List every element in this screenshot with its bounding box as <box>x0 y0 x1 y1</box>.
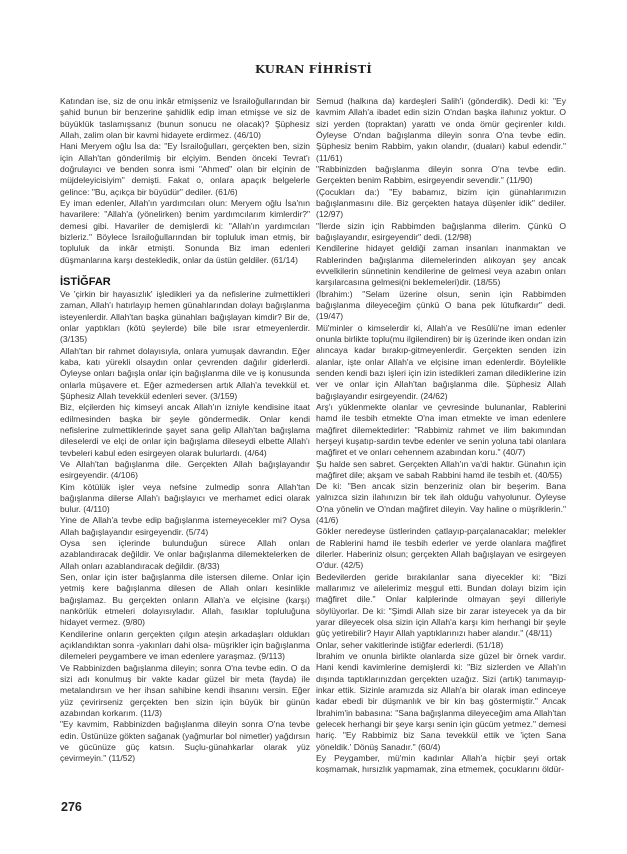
paragraph: Gökler neredeyse üstlerinden çatlayıp-parçalanacaklar; melekler de Rablerini hamd ile tesbih ederler ve yerde olanlara mağfiret dilerler. Haberiniz olsun; gerçekten Allah bağışlayan ve esirgeyen O'dur. (42/5) <box>316 526 566 571</box>
paragraph: Kendilerine hidayet geldiği zaman insanları inanmaktan ve Rablerinden bağışlanma dilemelerinden alıkoyan şey ancak evvelkilerin sünnetinin kendilerine de gelmesi veya azabın onları karşılarcasına gelmesi(ni beklemeleri)dir. (18/55) <box>316 243 566 288</box>
paragraph: Allah'tan bir rahmet dolayısıyla, onlara yumuşak davrandın. Eğer kaba, katı yürekli olsaydın onlar çevrenden dağılır giderlerdi. Öyleyse onları bağışla onlar için bağışlanma dile ve iş konusunda onlarla müşavere et. Eğer azmedersen artık Allah'a tevekkül et. Şüphesiz Allah tevekkül edenleri sever. (3/159) <box>60 345 310 401</box>
paragraph: (İbrahim:) "Selam üzerine olsun, senin için Rabbimden bağışlanma dileyeceğim çünkü O bana pek lütufkardır" dedi. (19/47) <box>316 288 566 322</box>
paragraph: Ey iman edenler, Allah'ın yardımcıları olun: Meryem oğlu İsa'nın havarilere: "Allah'a (yönelirken) benim yardımcılarım kimlerdir?" demesi gibi. Havariler de demişlerdi ki: "Allah'ın yardımcıları bizleriz." Böylece İsrailoğullarından bir topluluk iman etmiş, bir topluluk da inkâr etmişti. Sonunda Biz iman edenleri düşmanlarına karşı destekledik, onlar da üstün geldiler. (61/14) <box>60 197 310 265</box>
paragraph: Arş'ı yüklenmekte olanlar ve çevresinde bulunanlar, Rablerini hamd ile tesbih etmekte O'na iman etmekte ve iman edenlere mağfiret dilemektedirler: "Rabbimiz rahmet ve ilim bakımından herşeyi kuşatıp-sardın tevbe edenler ve senin yoluna tabi olanlara mağfiret et ve onları cehennem azabından koru." (40/7) <box>316 401 566 458</box>
paragraph: Katından ise, siz de onu inkâr etmişseniz ve İsrailoğullarından bir şahid bunun bir benzerine şahidlik edip iman etmişse ve siz de büyüklük taslamışsanız (bunun sonucu ne olacak)? Şüphesiz Allah, zalim olan bir kavmi hidayete erdirmez. (46/10) <box>60 96 310 140</box>
paragraph: Ey Peygamber, mü'min kadınlar Allah'a hiçbir şeyi ortak koşmamak, hırsızlık yapmamak, zina etmemek, çocuklarını öldür- <box>316 753 566 775</box>
paragraph: İbrahim ve onunla birlikte olanlarda size güzel bir örnek vardır. Hani kendi kavimlerine demişlerdi ki: "Biz sizlerden ve Allah'ın dışında taptıklarınızdan gerçekten uzağız. Sizi (artık) tanımayıp-inkar ettik. Sizinle aramızda siz Allah'a bir olarak iman edinceye kadar ebedi bir düşmanlık ve bir kin baş göstermiştir." Ancak İbrahim'in babasına: "Sana bağışlanma dileyeceğim ama Allah'tan gelecek herhangi bir şeye karşı senin için gücüm yetmez." demesi hariç. "Ey Rabbimiz biz Sana tevekkül ettik ve 'içten Sana yöneldik.' Dönüş Sanadır." (60/4) <box>316 651 566 752</box>
paragraph: Şu halde sen sabret. Gerçekten Allah'ın va'di haktır. Günahın için mağfiret dile; akşam ve sabah Rabbini hamd ile tesbih et. (40/55) <box>316 458 566 480</box>
left-column <box>60 96 310 765</box>
section-heading: İSTİĞFAR <box>60 275 111 288</box>
paragraph: Biz, elçilerden hiç kimseyi ancak Allah'ın izniyle kendisine itaat edilmesinden başka bir şeyle göndermedik. Onlar kendi nefislerine zulmettiklerinde şayet sana gelip Allah'tan bağışlama dileselerdi ve elçi de onlar için bağışlama dileseydi elbette Allah'ı tevbeleri kabul eden esirgeyen olarak bulurlardı. (4/64) <box>60 402 310 458</box>
right-column <box>316 96 566 776</box>
paragraph: Mü'minler o kimselerdir ki, Allah'a ve Resûlü'ne iman edenler onunla birlikte toplu(mu ilgilendiren) bir iş üzerinde iken ondan izin alıncaya kadar bırakıp-gitmeyenlerdir. Gerçekten senden izin alanlar, işte onlar Allah'a ve elçisine iman edenlerdir. Böylelikle senden kendi bazı işleri için izin istedikleri zaman dilediklerine izin ver ve onlar için Allah'tan bağışlanma dile. Şüphesiz Allah bağışlayandır esirgeyendir. (24/62) <box>316 322 566 401</box>
paragraph: (Çocukları da:) "Ey babamız, bizim için günahlarımızın bağışlanmasını dile. Biz gerçekten hataya düşenler idik" dediler. (12/97) <box>316 186 566 220</box>
page-number: 276 <box>61 800 82 814</box>
paragraph: Yine de Allah'a tevbe edip bağışlanma istemeyecekler mi? Oysa Allah bağışlayandır esirgeyendir. (5/74) <box>60 515 310 537</box>
paragraph: Sen, onlar için ister bağışlanma dile istersen dileme. Onlar için yetmiş kere bağışlanma dilesen de Allah onları kesinlikle bağışlamaz. Bu gerçekten onların Allah'a ve elçisine (karşı) nankörlük etmeleri dolayısıyladır. Allah, fasıklar topluluğuna hidayet vermez. (9/80) <box>60 572 310 628</box>
paragraph: Kim kötülük işler veya nefsine zulmedip sonra Allah'tan bağışlanma dilerse Allah'ı bağışlayıcı ve merhamet edici olarak bulur. (4/110) <box>60 481 310 515</box>
paragraph: Onlar, seher vakitlerinde istiğfar ederlerdi. (51/18) <box>316 639 504 650</box>
paragraph: Kendilerine onların gerçekten çılgın ateşin arkadaşları oldukları açıklandıktan sonra -yakınları dahi olsa- müşrikler için bağışlanma dilemeleri peygambere ve iman edenlere yaraşmaz. (9/113) <box>60 628 310 662</box>
running-header: KURAN FİHRİSTİ <box>255 62 372 76</box>
paragraph: "Ey kavmim, Rabbinizden bağışlanma dileyin sonra O'na tevbe edin. Üstünüze gökten sağanak (yağmurlar bol nimetler) yağdırsın ve gücünüze güç katsın. Suçlu-günahkarlar olarak yüz çevirmeyin." (11/52) <box>60 719 310 764</box>
paragraph: Hani Meryem oğlu İsa da: "Ey İsrailoğulları, gerçekten ben, sizin için Allah'tan gönderilmiş bir elçiyim. Benden önceki Tevrat'ı doğrulayıcı ve benden sonra ismi "Ahmed" olan bir elçinin de müjdeleyicisiyim" demişti. Fakat o, onlara apaçık belgelerle gelince: "Bu, açıkça bir büyüdür" dediler. (61/6) <box>60 141 310 197</box>
paragraph: "Rabbinizden bağışlanma dileyin sonra O'na tevbe edin. Gerçekten benim Rabbim, esirgeyendir sevendir." (11/90) <box>316 163 566 186</box>
paragraph: Oysa sen içlerinde bulunduğun sürece Allah onları azablandıracak değildir. Ve onlar bağışlanma dilemektelerken de Allah onları azablandıracak değildir. (8/33) <box>60 538 310 571</box>
paragraph: Semud (halkına da) kardeşleri Salih'i (gönderdik). Dedi ki: "Ey kavmim Allah'a ibadet edin sizin O'ndan başka ilahınız yoktur. O sizi yerden (topraktan) yarattı ve onda ömür geçirenler kıldı. Öyleyse O'ndan bağışlanma dileyin sonra O'na tevbe edin. Şüphesiz benim Rabbim, yakın olandır, (duaları) kabul edendir." (11/61) <box>316 96 566 163</box>
paragraph: Ve Rabbinizden bağışlanma dileyin; sonra O'na tevbe edin. O da sizi adı konulmuş bir vakte kadar güzel bir meta (fayda) ile metalandırsın ve her ihsan sahibine kendi ihsanını versin. Eğer yüz çevirirseniz gerçekten ben sizin için büyük bir günün azabından korkarım. (11/3) <box>60 662 310 719</box>
paragraph: Bedevilerden geride bırakılanlar sana diyecekler ki: "Bizi mallarımız ve ailelerimiz meşgul etti. Bundan dolayı bizim için mağfiret dile." Onlar kalplerinde olmayan şeyi dilleriyle söylüyorlar. De ki: "Şimdi Allah size bir zarar isteyecek ya da bir yarar dileyecek olsa sizin için Allah'a karşı kim herhangi bir şeyle güç yetirebilir? Hayır Allah yaptıklarınızı haber alandır." (48/11) <box>316 571 566 639</box>
paragraph: Ve Allah'tan bağışlanma dile. Gerçekten Allah bağışlayandır esirgeyendir. (4/106) <box>60 458 310 481</box>
paragraph: Ve 'çirkin bir hayasızlık' işledikleri ya da nefislerine zulmettikleri zaman, Allah'ı hatırlayıp hemen günahlarından dolayı bağışlanma isteyenlerdir. Allah'tan başka günahları bağışlayan kimdir? Bir de, onlar yaptıkları (kötü şeylerde) bile bile ısrar etmeyenlerdir. (3/135) <box>60 288 310 345</box>
paragraph: "İlerde sizin için Rabbimden bağışlanma dilerim. Çünkü O bağışlayandır, esirgeyendir" dedi. (12/98) <box>316 220 566 242</box>
paragraph: De ki: "Ben ancak sizin benzeriniz olan bir beşerim. Bana yalnızca sizin ilahınızın bir tek ilah olduğu vahyolunur. Öyleyse O'na yönelin ve O'ndan mağfiret dileyin. Vay haline o müşriklerin." (41/6) <box>316 481 566 526</box>
